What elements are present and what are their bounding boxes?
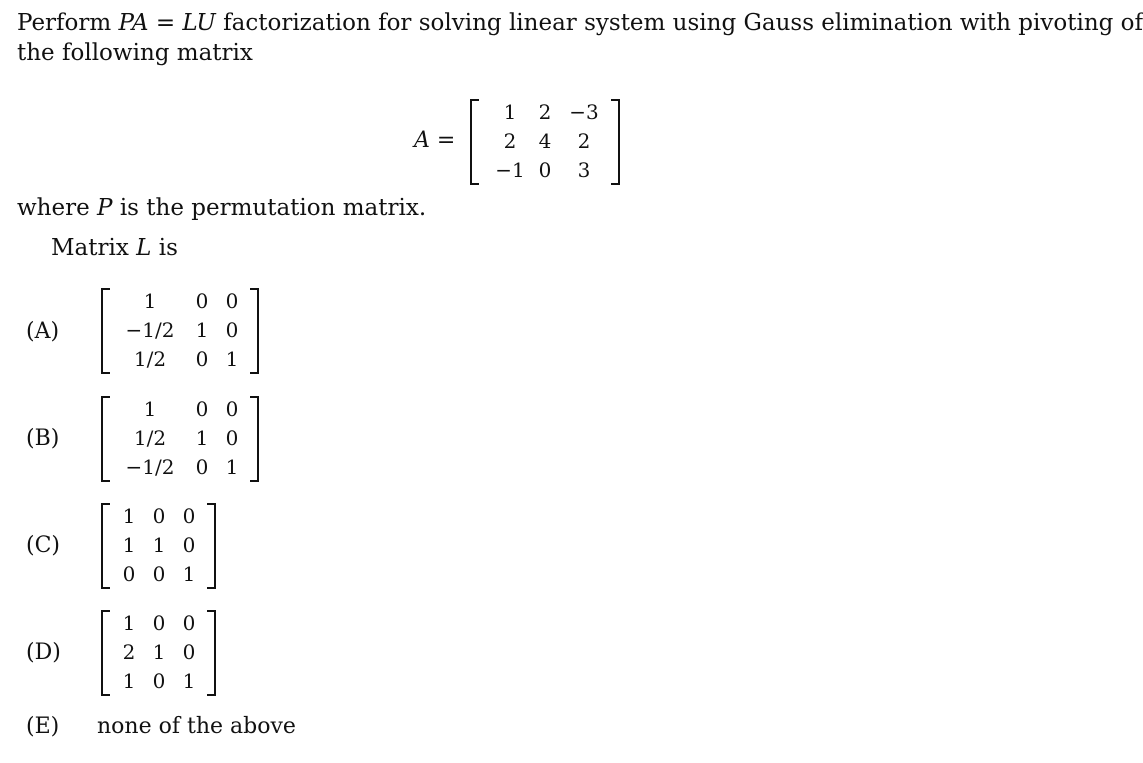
- option-b-matrix[interactable]: [101, 396, 259, 482]
- left-bracket: [101, 288, 110, 374]
- question-suffix: factorization for solving linear system using Gauss elimination with pivoting of: [215, 10, 1143, 36]
- matrix-cell: 0: [182, 504, 196, 528]
- option-a-label: (A): [26, 319, 60, 344]
- right-bracket: [207, 503, 216, 589]
- matrix-cell: −3: [569, 100, 599, 124]
- option-d-matrix[interactable]: [101, 610, 216, 696]
- question-text: [17, 8, 1143, 68]
- matrix-cell: 1/2: [133, 426, 167, 450]
- matrix-a-label: A =: [414, 128, 456, 153]
- matrix-cell: 0: [195, 455, 209, 479]
- matrix-cell: 0: [122, 562, 136, 586]
- matrix-cell: 1: [503, 100, 517, 124]
- matrix-cell: 0: [225, 397, 239, 421]
- l-symbol: L: [136, 235, 152, 261]
- matrix-cell: 0: [195, 347, 209, 371]
- matrix-cell: 0: [538, 158, 552, 182]
- matrix-cell: 0: [225, 426, 239, 450]
- matrix-cell: 1: [152, 640, 166, 664]
- matrix-cell: 3: [577, 158, 591, 182]
- where-suffix: is the permutation matrix.: [112, 195, 427, 221]
- left-bracket: [101, 503, 110, 589]
- p-symbol: P: [97, 195, 113, 221]
- matrix-cell: −1: [495, 158, 525, 182]
- matrix-cell: 1: [195, 318, 209, 342]
- option-a-matrix[interactable]: [101, 288, 259, 374]
- matrix-cell: 0: [182, 533, 196, 557]
- matrix-cell: 1: [152, 533, 166, 557]
- matrix-a: [470, 99, 620, 185]
- option-b-label: (B): [26, 426, 60, 451]
- left-bracket: [101, 610, 110, 696]
- matrix-cell: 0: [152, 611, 166, 635]
- l-heading-prefix: Matrix: [51, 235, 137, 261]
- matrix-cell: 1: [122, 533, 136, 557]
- matrix-cell: 0: [182, 611, 196, 635]
- question-prefix: Perform: [17, 10, 119, 36]
- question-line-1: [17, 8, 1143, 38]
- matrix-cell: 0: [225, 289, 239, 313]
- matrix-cell: 1: [143, 289, 157, 313]
- matrix-cell: 0: [152, 562, 166, 586]
- matrix-cell: −1/2: [125, 318, 175, 342]
- matrix-cell: 1: [122, 611, 136, 635]
- left-bracket: [470, 99, 479, 185]
- matrix-cell: 1: [182, 669, 196, 693]
- matrix-cell: 1: [225, 455, 239, 479]
- matrix-cell: 1: [122, 504, 136, 528]
- option-c-label: (C): [26, 533, 60, 558]
- matrix-cell: 0: [152, 504, 166, 528]
- matrix-cell: 1: [143, 397, 157, 421]
- matrix-cell: 1: [225, 347, 239, 371]
- matrix-cell: 1: [195, 426, 209, 450]
- right-bracket: [250, 288, 259, 374]
- matrix-cell: 1: [122, 669, 136, 693]
- l-heading-suffix: is: [151, 235, 178, 261]
- where-prefix: where: [17, 195, 98, 221]
- matrix-cell: 0: [182, 640, 196, 664]
- matrix-cell: 0: [225, 318, 239, 342]
- matrix-l-heading: [51, 235, 178, 261]
- option-c-matrix[interactable]: [101, 503, 216, 589]
- right-bracket: [611, 99, 620, 185]
- left-bracket: [101, 396, 110, 482]
- matrix-cell: 1: [182, 562, 196, 586]
- matrix-cell: 0: [195, 289, 209, 313]
- pa-lu-equation: PA = LU: [118, 10, 216, 36]
- matrix-cell: −1/2: [125, 455, 175, 479]
- where-text: [17, 195, 426, 221]
- option-e-text[interactable]: none of the above: [97, 714, 296, 739]
- matrix-cell: 4: [538, 129, 552, 153]
- matrix-cell: 2: [122, 640, 136, 664]
- right-bracket: [250, 396, 259, 482]
- option-e-label: (E): [26, 714, 60, 739]
- matrix-cell: 0: [195, 397, 209, 421]
- option-d-label: (D): [26, 640, 61, 665]
- matrix-cell: 0: [152, 669, 166, 693]
- matrix-cell: 2: [503, 129, 517, 153]
- question-line-2: the following matrix: [17, 40, 253, 66]
- matrix-cell: 2: [577, 129, 591, 153]
- matrix-cell: 1/2: [133, 347, 167, 371]
- right-bracket: [207, 610, 216, 696]
- matrix-cell: 2: [538, 100, 552, 124]
